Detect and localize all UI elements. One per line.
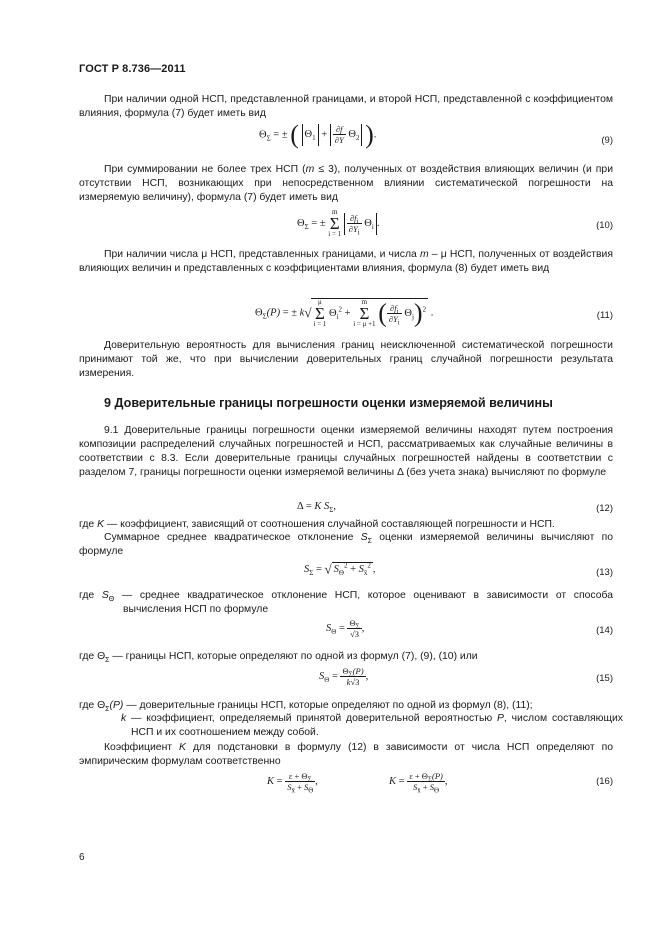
formula-16-number: (16) <box>596 776 613 787</box>
formula-14: $S_\Theta$ = $\frac{\Theta_\Sigma}{√3}$ , <box>326 618 365 639</box>
page-number: 6 <box>79 852 85 863</box>
paragraph-intro-11: При наличии числа μ НСП, представленных границами, и числа m – μ НСП, полученных от воздействия влияющих величин и представленных с коэффициентами влияния, формула (8) будет иметь вид <box>79 249 613 274</box>
formula-11: $\Theta_\Sigma(P)$ = ± k√μ Σ i = 1 $\Theta_i^2 + m$ Σ i = μ +1 ( $\frac{\partial f_i}{\partial Y_i}$ $\Theta_j)^2$ . <box>255 298 434 328</box>
where-theta-p-line: где $\Theta_\Sigma(P)$ — доверительные границы НСП, которые определяют по одной из формул (8), (11); <box>79 700 533 714</box>
where-k-line: где K — коэффициент, зависящий от соотношения случайной составляющей погрешности и НСП. <box>79 519 555 530</box>
formula-15: $S_\Theta$ = $\frac{\Theta_\Sigma(P)}{k√3}$ , <box>319 666 369 687</box>
paragraph-total-sd: Суммарное среднее квадратическое отклонение $S_\Sigma$ оценки измеряемой величины вычисляют по формуле <box>79 532 613 557</box>
formula-11-number: (11) <box>596 310 613 321</box>
paragraph-coefficient-k: Коэффициент K для подстановки в формулу (12) в зависимости от числа НСП определяют по эмпирическим формулам соответственно <box>79 742 613 767</box>
formula-10: $\Theta_\Sigma$ = ± m Σ i = 1 $\frac{\partial f_i}{\partial Y_i}$ $\Theta_i$ . <box>297 208 380 238</box>
paragraph-intro-9: При наличии одной НСП, представленной границами, и второй НСП, представленной с коэффициентом влияния, формула (7) будет иметь вид <box>79 94 613 119</box>
formula-12-number: (12) <box>596 503 613 514</box>
document-header: ГОСТ Р 8.736—2011 <box>79 63 186 75</box>
formula-13-number: (13) <box>596 567 613 578</box>
where-theta-line: где $\Theta_\Sigma$ — границы НСП, которые определяют по одной из формул (7), (9), (10) или <box>79 651 478 665</box>
paragraph-intro-10: При суммировании не более трех НСП (m ≤ 3), полученных от воздействия влияющих величин (и при отсутствии НСП, возникающих при непосредственном влиянии систематической погрешности на измеряемую величину), формула (7) будет иметь вид <box>79 164 614 203</box>
formula-14-number: (14) <box>596 625 613 636</box>
formula-9: $\Theta_\Sigma$ = ± ( $\Theta_1$ + $\frac{\partial f}{\partial Y}$ $\Theta_2$ ). <box>259 120 377 149</box>
formula-9-number: (9) <box>601 135 613 146</box>
section-heading-9: 9 Доверительные границы погрешности оценки измеряемой величины <box>104 396 553 410</box>
where-small-k-line: k — коэффициент, определяемый принятой доверительной вероятностью P, числом составляющих НСП и их соотношением между собой. <box>121 713 623 738</box>
formula-16a: K = $\frac{\varepsilon + \Theta_\Sigma}{S_{x̄} + S_\Theta}$ , <box>267 771 318 795</box>
paragraph-confidence: Доверительную вероятность для вычисления границ неисключенной систематической погрешности принимают той же, что при вычислении доверительных границ случайной погрешности результата измерения. <box>79 340 613 379</box>
paragraph-9-1: 9.1 Доверительные границы погрешности оценки измеряемой величины находят путем построения композиции распределений случайных погрешностей и НСП, рассматриваемых как случайные величины в соответствии с 8.3. Если доверительные границы случайных погрешностей найдены в соответствии с разделом 7, границы погрешности оценки измеряемой величины Δ (без учета знака) вычисляют по формуле <box>79 425 613 478</box>
formula-13: $S_\Sigma$ = √ $S_\Theta^2 + S_{x̄}^2$ , <box>304 561 376 578</box>
formula-15-number: (15) <box>596 673 613 684</box>
formula-12: Δ = K $S_\Sigma$, <box>297 501 336 515</box>
formula-10-number: (10) <box>596 220 613 231</box>
formula-16b: K = $\frac{\varepsilon + \Theta_\Sigma(P)}{S_{x̄} + S_\Theta}$ , <box>389 771 448 795</box>
where-s-theta-line: где $S_\Theta$ — среднее квадратическое отклонение НСП, которое оценивают в зависимости от способа вычисления НСП по формуле <box>79 590 613 615</box>
